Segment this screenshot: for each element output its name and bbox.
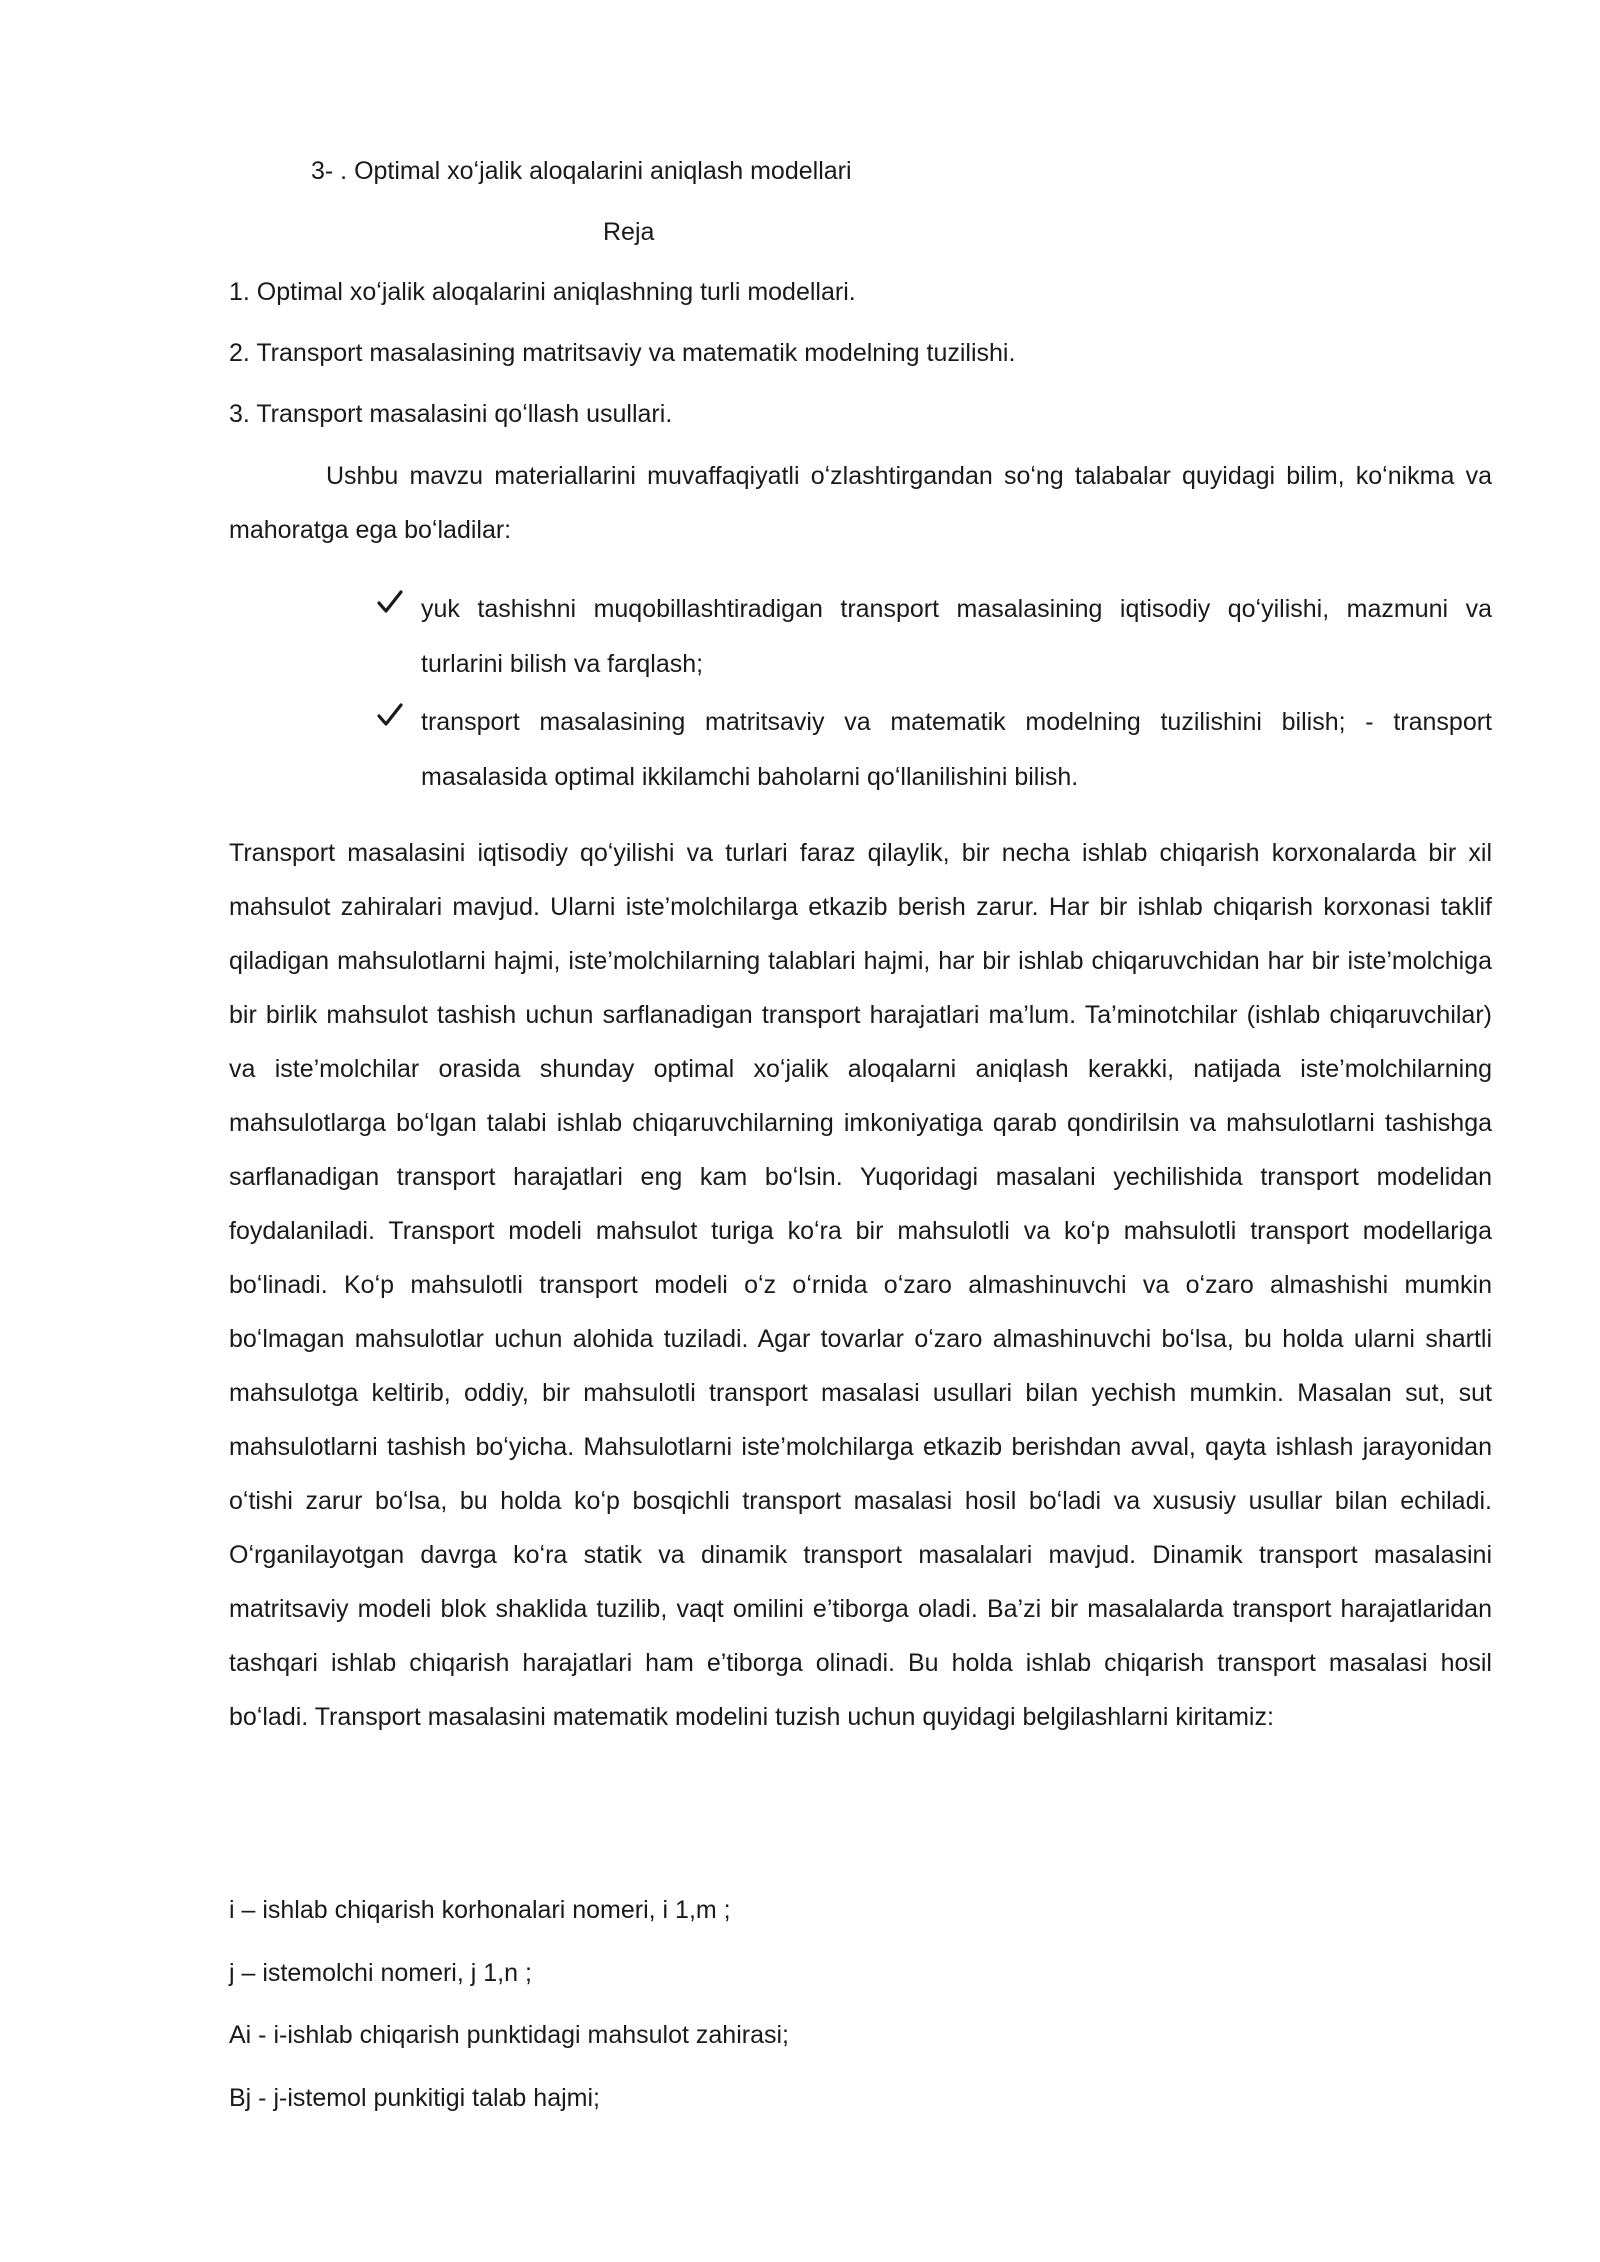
plan-item-3: 3. Transport masalasini qoʻllash usullari.: [229, 400, 673, 428]
plan-item-2: 2. Transport masalasining matritsaviy va matematik modelning tuzilishi.: [229, 339, 1016, 367]
notation-j: j – istemolchi nomeri, j 1,n ;: [229, 1959, 532, 1987]
checkmark-icon: [376, 701, 404, 729]
notation-bj: Bj - j-istemol punkitigi talab hajmi;: [229, 2084, 600, 2112]
body-paragraph: Transport masalasini iqtisodiy qoʻyilishi va turlari faraz qilaylik, bir necha ishlab chiqarish korxonalarda bir xil mahsulot zahiralari mavjud. Ularni iste’molchilarga etkazib berish zarur. Har bir ishlab chiqarish korxonasi taklif qiladigan mahsulotlarni hajmi, iste’molchilarning talablari hajmi, har bir ishlab chiqaruvchidan har bir iste’molchiga bir birlik mahsulot tashish uchun sarflanadigan transport harajatlari ma’lum. Ta’minotchilar (ishlab chiqaruvchilar) va iste’molchilar orasida shunday optimal xoʻjalik aloqalarni aniqlash kerakki, natijada iste’molchilarning mahsulotlarga boʻlgan talabi ishlab chiqaruvchilarning imkoniyatiga qarab qondirilsin va mahsulotlarni tashishga sarflanadigan transport harajatlari eng kam boʻlsin. Yuqoridagi masalani yechilishida transport modelidan foydalaniladi. Transport modeli mahsulot turiga koʻra bir mahsulotli va koʻp mahsulotli transport modellariga boʻlinadi. Koʻp mahsulotli transport modeli oʻz oʻrnida oʻzaro almashinuvchi va oʻzaro almashishi mumkin boʻlmagan mahsulotlar uchun alohida tuziladi. Agar tovarlar oʻzaro almashinuvchi boʻlsa, bu holda ularni shartli mahsulotga keltirib, oddiy, bir mahsulotli transport masalasi usullari bilan yechish mumkin. Masalan sut, sut mahsulotlarni tashish boʻyicha. Mahsulotlarni iste’molchilarga etkazib berishdan avval, qayta ishlash jarayonidan oʻtishi zarur boʻlsa, bu holda koʻp bosqichli transport masalasi hosil boʻladi va xususiy usullar bilan echiladi. Oʻrganilayotgan davrga koʻra statik va dinamik transport masalalari mavjud. Dinamik transport masalasini matritsaviy modeli blok shaklida tuzilib, vaqt omilini e’tiborga oladi. Ba’zi bir masalalarda transport harajatlaridan tashqari ishlab chiqarish harajatlari ham e’tiborga olinadi. Bu holda ishlab chiqarish transport masalasi hosil boʻladi. Transport masalasini matematik modelini tuzish uchun quyidagi belgilashlarni kiritamiz:: [229, 839, 1492, 1731]
notation-ai: Ai - i-ishlab chiqarish punktidagi mahsulot zahirasi;: [229, 2021, 789, 2049]
bullet-item-1: yuk tashishni muqobillashtiradigan transport masalasining iqtisodiy qoʻyilishi, mazmuni va turlarini bilish va farqlash;: [421, 595, 1492, 678]
intro-paragraph: Ushbu mavzu materiallarini muvaffaqiyatli oʻzlashtirgandan soʻng talabalar quyidagi bilim, koʻnikma va mahoratga ega boʻladilar:: [229, 462, 1492, 544]
plan-item-1: 1. Optimal xoʻjalik aloqalarini aniqlashning turli modellari.: [229, 278, 856, 306]
notation-i: i – ishlab chiqarish korhonalari nomeri, i 1,m ;: [229, 1896, 731, 1924]
bullet-item-2: transport masalasining matritsaviy va matematik modelning tuzilishini bilish; - transport masalasida optimal ikkilamchi baholarni qoʻllanilishini bilish.: [421, 708, 1492, 791]
checkmark-icon: [376, 588, 404, 616]
document-title: 3- . Optimal xoʻjalik aloqalarini aniqlash modellari: [311, 157, 852, 185]
plan-heading: Reja: [603, 218, 655, 246]
